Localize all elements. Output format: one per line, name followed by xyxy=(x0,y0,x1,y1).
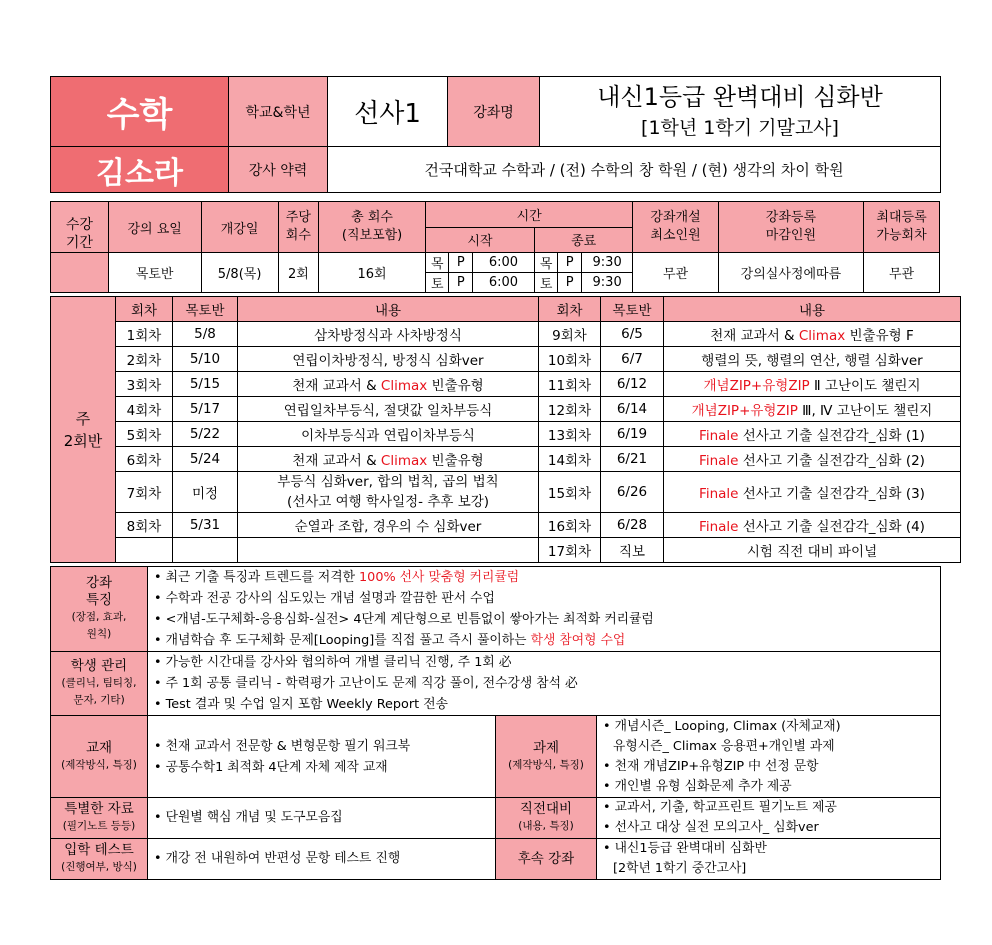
content-text: 선사고 기출 실전감각_심화 (3) xyxy=(738,486,925,502)
curriculum-row xyxy=(51,422,961,447)
bullet-item: • Test 결과 및 수업 일지 포함 Weekly Report 전송 xyxy=(154,694,940,715)
bullet-item: 유형시즌_ Climax 응용편+개인별 과제 xyxy=(613,738,835,754)
total-value: 16회 xyxy=(319,253,426,293)
session-header: 회차 xyxy=(116,297,173,322)
begin-header: 시작 xyxy=(425,227,534,253)
feature-sub: (장점, 효과, 원칙) xyxy=(71,611,127,640)
day-header: 강의 요일 xyxy=(108,202,201,253)
curriculum-row xyxy=(51,447,961,472)
bullet-item: • 교과서, 기출, 학교프린트 필기노트 제공 xyxy=(603,798,940,818)
content-cell: 삼차방정식과 사차방정식 xyxy=(238,322,539,347)
teacher-name: 김소라 xyxy=(51,147,229,193)
content-text: 천재 교과서 & xyxy=(710,328,799,344)
session-cell: 5회차 xyxy=(116,422,173,447)
time-end-ap: P xyxy=(558,273,582,293)
time-ap: P xyxy=(449,253,473,273)
school-grade-value: 선사1 xyxy=(328,77,448,147)
feature-item xyxy=(154,567,940,588)
session-cell: 16회차 xyxy=(539,513,601,538)
content-header: 내용 xyxy=(664,297,961,322)
content-cell xyxy=(664,372,961,397)
session-cell: 1회차 xyxy=(116,322,173,347)
feature-label: 강좌 특징 xyxy=(85,575,113,608)
text-label: 교재 xyxy=(85,739,113,756)
course-title-cell xyxy=(540,77,941,147)
content-cell: 순열과 조합, 경우의 수 심화ver xyxy=(238,513,539,538)
direct-label-cell xyxy=(496,798,597,839)
session-cell: 11회차 xyxy=(539,372,601,397)
follow-item: • 내신1등급 완벽대비 심화반 xyxy=(603,839,940,859)
feature-text: 개념학습 후 도구체화 문제[Looping]를 직접 풀고 즉시 풀이하는 xyxy=(165,633,531,648)
content-header: 내용 xyxy=(238,297,539,322)
highlight-text: Climax xyxy=(798,328,846,344)
content-cell: 행렬의 뜻, 행렬의 연산, 행렬 심화ver xyxy=(664,347,961,372)
direct-sub: (내용, 특징) xyxy=(518,820,574,832)
content-cell xyxy=(238,372,539,397)
content-text: Ⅲ, Ⅳ 고난이도 챌린지 xyxy=(797,403,933,419)
features-table xyxy=(50,566,941,880)
content-line: (선사고 여행 학사일정- 추후 보강) xyxy=(286,494,490,510)
content-cell xyxy=(238,472,539,513)
session-cell: 4회차 xyxy=(116,397,173,422)
mgmt-list xyxy=(148,652,940,715)
hw-sub: (제작방식, 특징) xyxy=(508,758,584,771)
entry-label: 입학 테스트 xyxy=(64,842,134,858)
time-day: 목 xyxy=(425,253,449,273)
bullet-item: • 천재 교과서 전문항 & 변형문항 필기 워크북 xyxy=(154,736,495,757)
session-cell: 6회차 xyxy=(116,447,173,472)
mgmt-list-cell xyxy=(148,652,941,716)
content-cell xyxy=(664,422,961,447)
content-text: 선사고 기출 실전감각_심화 (2) xyxy=(738,453,925,469)
curriculum-row xyxy=(51,397,961,422)
bullet-item: • 가능한 시간대를 강사와 협의하여 개별 클리닉 진행, 주 1회 必 xyxy=(154,652,940,673)
start-header: 개강일 xyxy=(201,202,278,253)
hw-list xyxy=(597,717,940,797)
subject-cell xyxy=(51,77,229,147)
career-label: 강사 약력 xyxy=(229,147,328,193)
class-header: 목토반 xyxy=(601,297,664,322)
content-cell: 연립일차부등식, 절댓값 일차부등식 xyxy=(238,397,539,422)
max-value: 무관 xyxy=(864,253,940,293)
date-cell: 5/31 xyxy=(173,513,238,538)
feature-list xyxy=(148,567,940,651)
highlight-text: Finale xyxy=(699,486,739,502)
deadline-header: 강좌등록 마감인원 xyxy=(718,202,863,253)
session-cell: 17회차 xyxy=(539,538,601,563)
date-cell: 6/28 xyxy=(601,513,664,538)
curriculum-row xyxy=(51,472,961,513)
special-list-cell xyxy=(148,798,496,839)
time-ap: P xyxy=(449,273,473,293)
feature-list-cell xyxy=(148,567,941,652)
text-list-cell xyxy=(148,716,496,798)
hw-label: 과제 xyxy=(532,739,560,756)
time-header: 시간 xyxy=(425,202,632,228)
session-cell: 7회차 xyxy=(116,472,173,513)
end-header: 종료 xyxy=(534,227,632,253)
period-label: 수강 기간 xyxy=(51,202,109,253)
curriculum-table xyxy=(50,296,961,563)
hw-list-cell xyxy=(597,716,941,798)
min-value: 무관 xyxy=(633,253,718,293)
time-start: 6:00 xyxy=(472,273,534,293)
max-header: 최대등록 가능회차 xyxy=(864,202,940,253)
bullet-item: • 천재 개념ZIP+유형ZIP 中 선정 문항 xyxy=(603,757,940,777)
feature-item xyxy=(154,630,940,651)
header-table xyxy=(50,76,941,193)
date-cell: 6/21 xyxy=(601,447,664,472)
bullet-item: • 선사고 대상 실전 모의고사_ 심화ver xyxy=(603,818,940,838)
highlight-text: Finale xyxy=(699,519,739,535)
feature-item xyxy=(154,609,940,630)
curriculum-row xyxy=(51,513,961,538)
date-cell: 5/17 xyxy=(173,397,238,422)
highlight-text: 학생 참여형 수업 xyxy=(530,633,626,648)
session-cell: 3회차 xyxy=(116,372,173,397)
feature-text: 최근 기출 특징과 트렌드를 저격한 xyxy=(165,570,360,585)
entry-sub: (진행여부, 방식) xyxy=(61,861,137,873)
content-cell xyxy=(664,513,961,538)
content-cell xyxy=(238,447,539,472)
time-end-day: 목 xyxy=(534,253,558,273)
session-header: 회차 xyxy=(539,297,601,322)
text-sub: (제작방식, 특징) xyxy=(61,758,137,771)
time-end: 9:30 xyxy=(581,273,632,293)
date-cell: 5/22 xyxy=(173,422,238,447)
weekly-header: 주당 회수 xyxy=(278,202,319,253)
day-value: 목토반 xyxy=(108,253,201,293)
date-cell: 6/12 xyxy=(601,372,664,397)
highlight-text: Climax xyxy=(380,453,428,469)
content-text: 빈출유형 F xyxy=(845,328,914,344)
highlight-text: Climax xyxy=(380,378,428,394)
curriculum-row xyxy=(51,322,961,347)
date-cell: 6/26 xyxy=(601,472,664,513)
course-title: 내신1등급 완벽대비 심화반 xyxy=(597,82,883,111)
bullet-item: • 주 1회 공통 클리닉 - 학력평가 고난이도 문제 직강 풀이, 전수강생 참석 必 xyxy=(154,673,940,694)
session-cell: 12회차 xyxy=(539,397,601,422)
session-cell: 13회차 xyxy=(539,422,601,447)
content-text: 천재 교과서 & xyxy=(292,453,381,469)
content-text: 선사고 기출 실전감각_심화 (1) xyxy=(738,428,925,444)
entry-list xyxy=(148,849,495,869)
direct-list-cell xyxy=(597,798,941,839)
date-cell: 6/7 xyxy=(601,347,664,372)
session-cell: 15회차 xyxy=(539,472,601,513)
follow-list-cell xyxy=(597,839,941,880)
special-sub: (필기노트 등등) xyxy=(62,820,136,832)
feature-text: 수학과 전공 강사의 심도있는 개념 설명과 깔끔한 판서 수업 xyxy=(165,591,495,606)
course-name-label: 강좌명 xyxy=(448,77,540,147)
session-cell: 10회차 xyxy=(539,347,601,372)
feature-text: <개념-도구체화-응용심화-실전> 4단계 계단형으로 빈틈없이 쌓아가는 최적화 커리큘럼 xyxy=(165,612,654,627)
follow-list xyxy=(597,839,940,879)
date-cell: 6/14 xyxy=(601,397,664,422)
subject: 수학 xyxy=(106,95,173,135)
weekly-value: 2회 xyxy=(278,253,319,293)
direct-list xyxy=(597,798,940,838)
mgmt-label: 학생 관리 xyxy=(70,658,128,674)
feature-item xyxy=(154,588,940,609)
content-text: Ⅱ 고난이도 챌린지 xyxy=(809,378,921,394)
follow-item: [2학년 1학기 중간고사] xyxy=(613,861,747,876)
class-header: 목토반 xyxy=(173,297,238,322)
period-label-filler xyxy=(51,253,109,293)
side-label: 주 2회반 xyxy=(51,297,116,563)
highlight-text: Finale xyxy=(699,453,739,469)
content-cell xyxy=(664,397,961,422)
hw-label-cell xyxy=(496,716,597,798)
time-day: 토 xyxy=(425,273,449,293)
content-cell: 이차부등식과 연립이차부등식 xyxy=(238,422,539,447)
content-cell xyxy=(664,322,961,347)
content-text: 천재 교과서 & xyxy=(292,378,381,394)
special-label-cell xyxy=(51,798,148,839)
date-cell: 6/19 xyxy=(601,422,664,447)
text-label-cell xyxy=(51,716,148,798)
time-end-day: 토 xyxy=(534,273,558,293)
content-cell xyxy=(664,447,961,472)
time-end-ap: P xyxy=(558,253,582,273)
curriculum-row xyxy=(51,372,961,397)
session-cell: 2회차 xyxy=(116,347,173,372)
content-text: 선사고 기출 실전감각_심화 (4) xyxy=(738,519,925,535)
empty-cell xyxy=(173,538,238,563)
highlight-text: 개념ZIP+유형ZIP xyxy=(703,378,810,394)
date-cell: 5/15 xyxy=(173,372,238,397)
date-cell: 미정 xyxy=(173,472,238,513)
direct-label: 직전대비 xyxy=(519,801,573,817)
mgmt-label-cell xyxy=(51,652,148,716)
content-cell: 연립이차방정식, 방정식 심화ver xyxy=(238,347,539,372)
content-cell xyxy=(664,472,961,513)
schedule-table xyxy=(50,201,940,293)
min-header: 강좌개설 최소인원 xyxy=(633,202,718,253)
date-cell: 5/24 xyxy=(173,447,238,472)
course-subtitle: [1학년 1학기 기말고사] xyxy=(641,116,839,139)
highlight-text: Finale xyxy=(699,428,739,444)
date-cell: 6/5 xyxy=(601,322,664,347)
date-cell: 5/8 xyxy=(173,322,238,347)
special-list xyxy=(148,808,495,828)
school-grade-label: 학교&학년 xyxy=(229,77,328,147)
entry-list-cell xyxy=(148,839,496,880)
empty-cell xyxy=(116,538,173,563)
special-label: 특별한 자료 xyxy=(64,801,134,817)
feature-label-cell xyxy=(51,567,148,652)
entry-label-cell xyxy=(51,839,148,880)
total-header: 총 회수 (직보포함) xyxy=(319,202,426,253)
empty-cell xyxy=(238,538,539,563)
follow-label: 후속 강좌 xyxy=(496,839,597,880)
highlight-text: 100% 선사 맞춤형 커리큘럼 xyxy=(359,570,520,585)
bullet-item: • 개인별 유형 심화문제 추가 제공 xyxy=(603,777,940,797)
highlight-text: 개념ZIP+유형ZIP xyxy=(691,403,798,419)
curriculum-row xyxy=(51,538,961,563)
text-list xyxy=(148,736,495,778)
date-cell: 5/10 xyxy=(173,347,238,372)
bullet-item: • 개념시즌_ Looping, Climax (자체교재) xyxy=(603,717,940,737)
content-text: 빈출유형 xyxy=(427,453,484,469)
session-cell: 8회차 xyxy=(116,513,173,538)
session-cell: 14회차 xyxy=(539,447,601,472)
content-text: 빈출유형 xyxy=(427,378,484,394)
curriculum-row xyxy=(51,347,961,372)
mgmt-sub: (클리닉, 팀티칭, 문자, 기타) xyxy=(61,677,137,706)
content-cell: 시험 직전 대비 파이널 xyxy=(664,538,961,563)
bullet-item: • 단원별 핵심 개념 및 도구모음집 xyxy=(154,808,495,828)
deadline-value: 강의실사정에따름 xyxy=(718,253,863,293)
time-end: 9:30 xyxy=(581,253,632,273)
start-value: 5/8(목) xyxy=(201,253,278,293)
bullet-item: • 공통수학1 최적화 4단계 자체 제작 교재 xyxy=(154,757,495,778)
career-value: 건국대학교 수학과 / (전) 수학의 창 학원 / (현) 생각의 차이 학원 xyxy=(328,147,941,193)
session-cell: 9회차 xyxy=(539,322,601,347)
content-line: 부등식 심화ver, 합의 법칙, 곱의 법칙 xyxy=(277,474,499,490)
time-start: 6:00 xyxy=(472,253,534,273)
bullet-item: • 개강 전 내원하여 반편성 문항 테스트 진행 xyxy=(154,849,495,869)
date-cell: 직보 xyxy=(601,538,664,563)
